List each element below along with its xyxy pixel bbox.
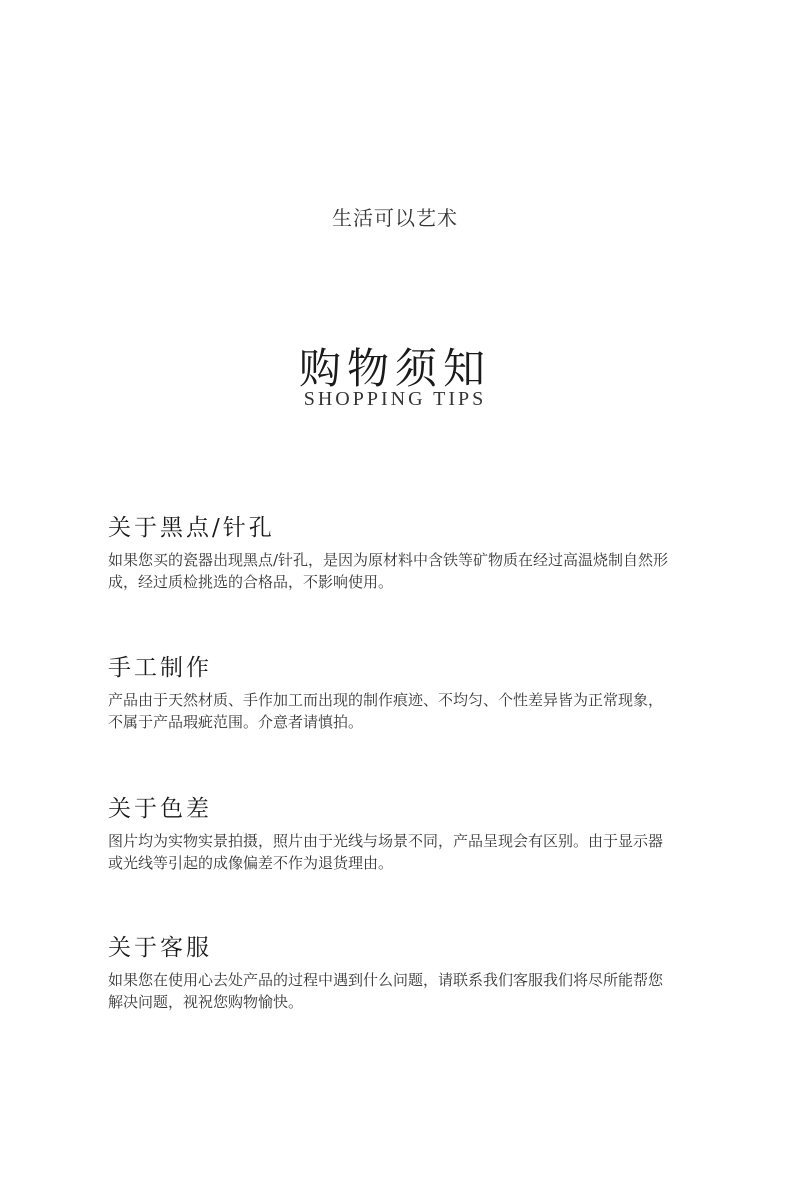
- section-heading: 手工制作: [108, 655, 212, 681]
- section-heading: 关于客服: [108, 935, 212, 961]
- section-black-spots: [108, 513, 688, 593]
- section-heading: 关于色差: [108, 796, 212, 822]
- section-body: 图片均为实物实景拍摄，照片由于光线与场景不同，产品呈现会有区别。由于显示器或光线等引起的成像偏差不作为退货理由。: [108, 832, 664, 872]
- page-subtitle: SHOPPING TIPS: [303, 388, 487, 410]
- section-color-difference: [108, 794, 688, 874]
- tagline: 生活可以艺术: [332, 206, 458, 230]
- section-customer-service: [108, 933, 688, 1013]
- section-handmade: [108, 653, 688, 733]
- section-body: 如果您在使用心去处产品的过程中遇到什么问题，请联系我们客服我们将尽所能帮您解决问题，视祝您购物愉快。: [108, 971, 664, 1011]
- section-body: 产品由于天然材质、手作加工而出现的制作痕迹、不均匀、个性差异皆为正常现象，不属于产品瑕疵范围。介意者请慎拍。: [108, 691, 664, 731]
- page-title: 购物须知: [298, 344, 491, 393]
- section-heading: 关于黑点/针孔: [108, 515, 275, 541]
- section-body: 如果您买的瓷器出现黑点/针孔，是因为原材料中含铁等矿物质在经过高温烧制自然形成，经过质检挑选的合格品，不影响使用。: [108, 551, 669, 591]
